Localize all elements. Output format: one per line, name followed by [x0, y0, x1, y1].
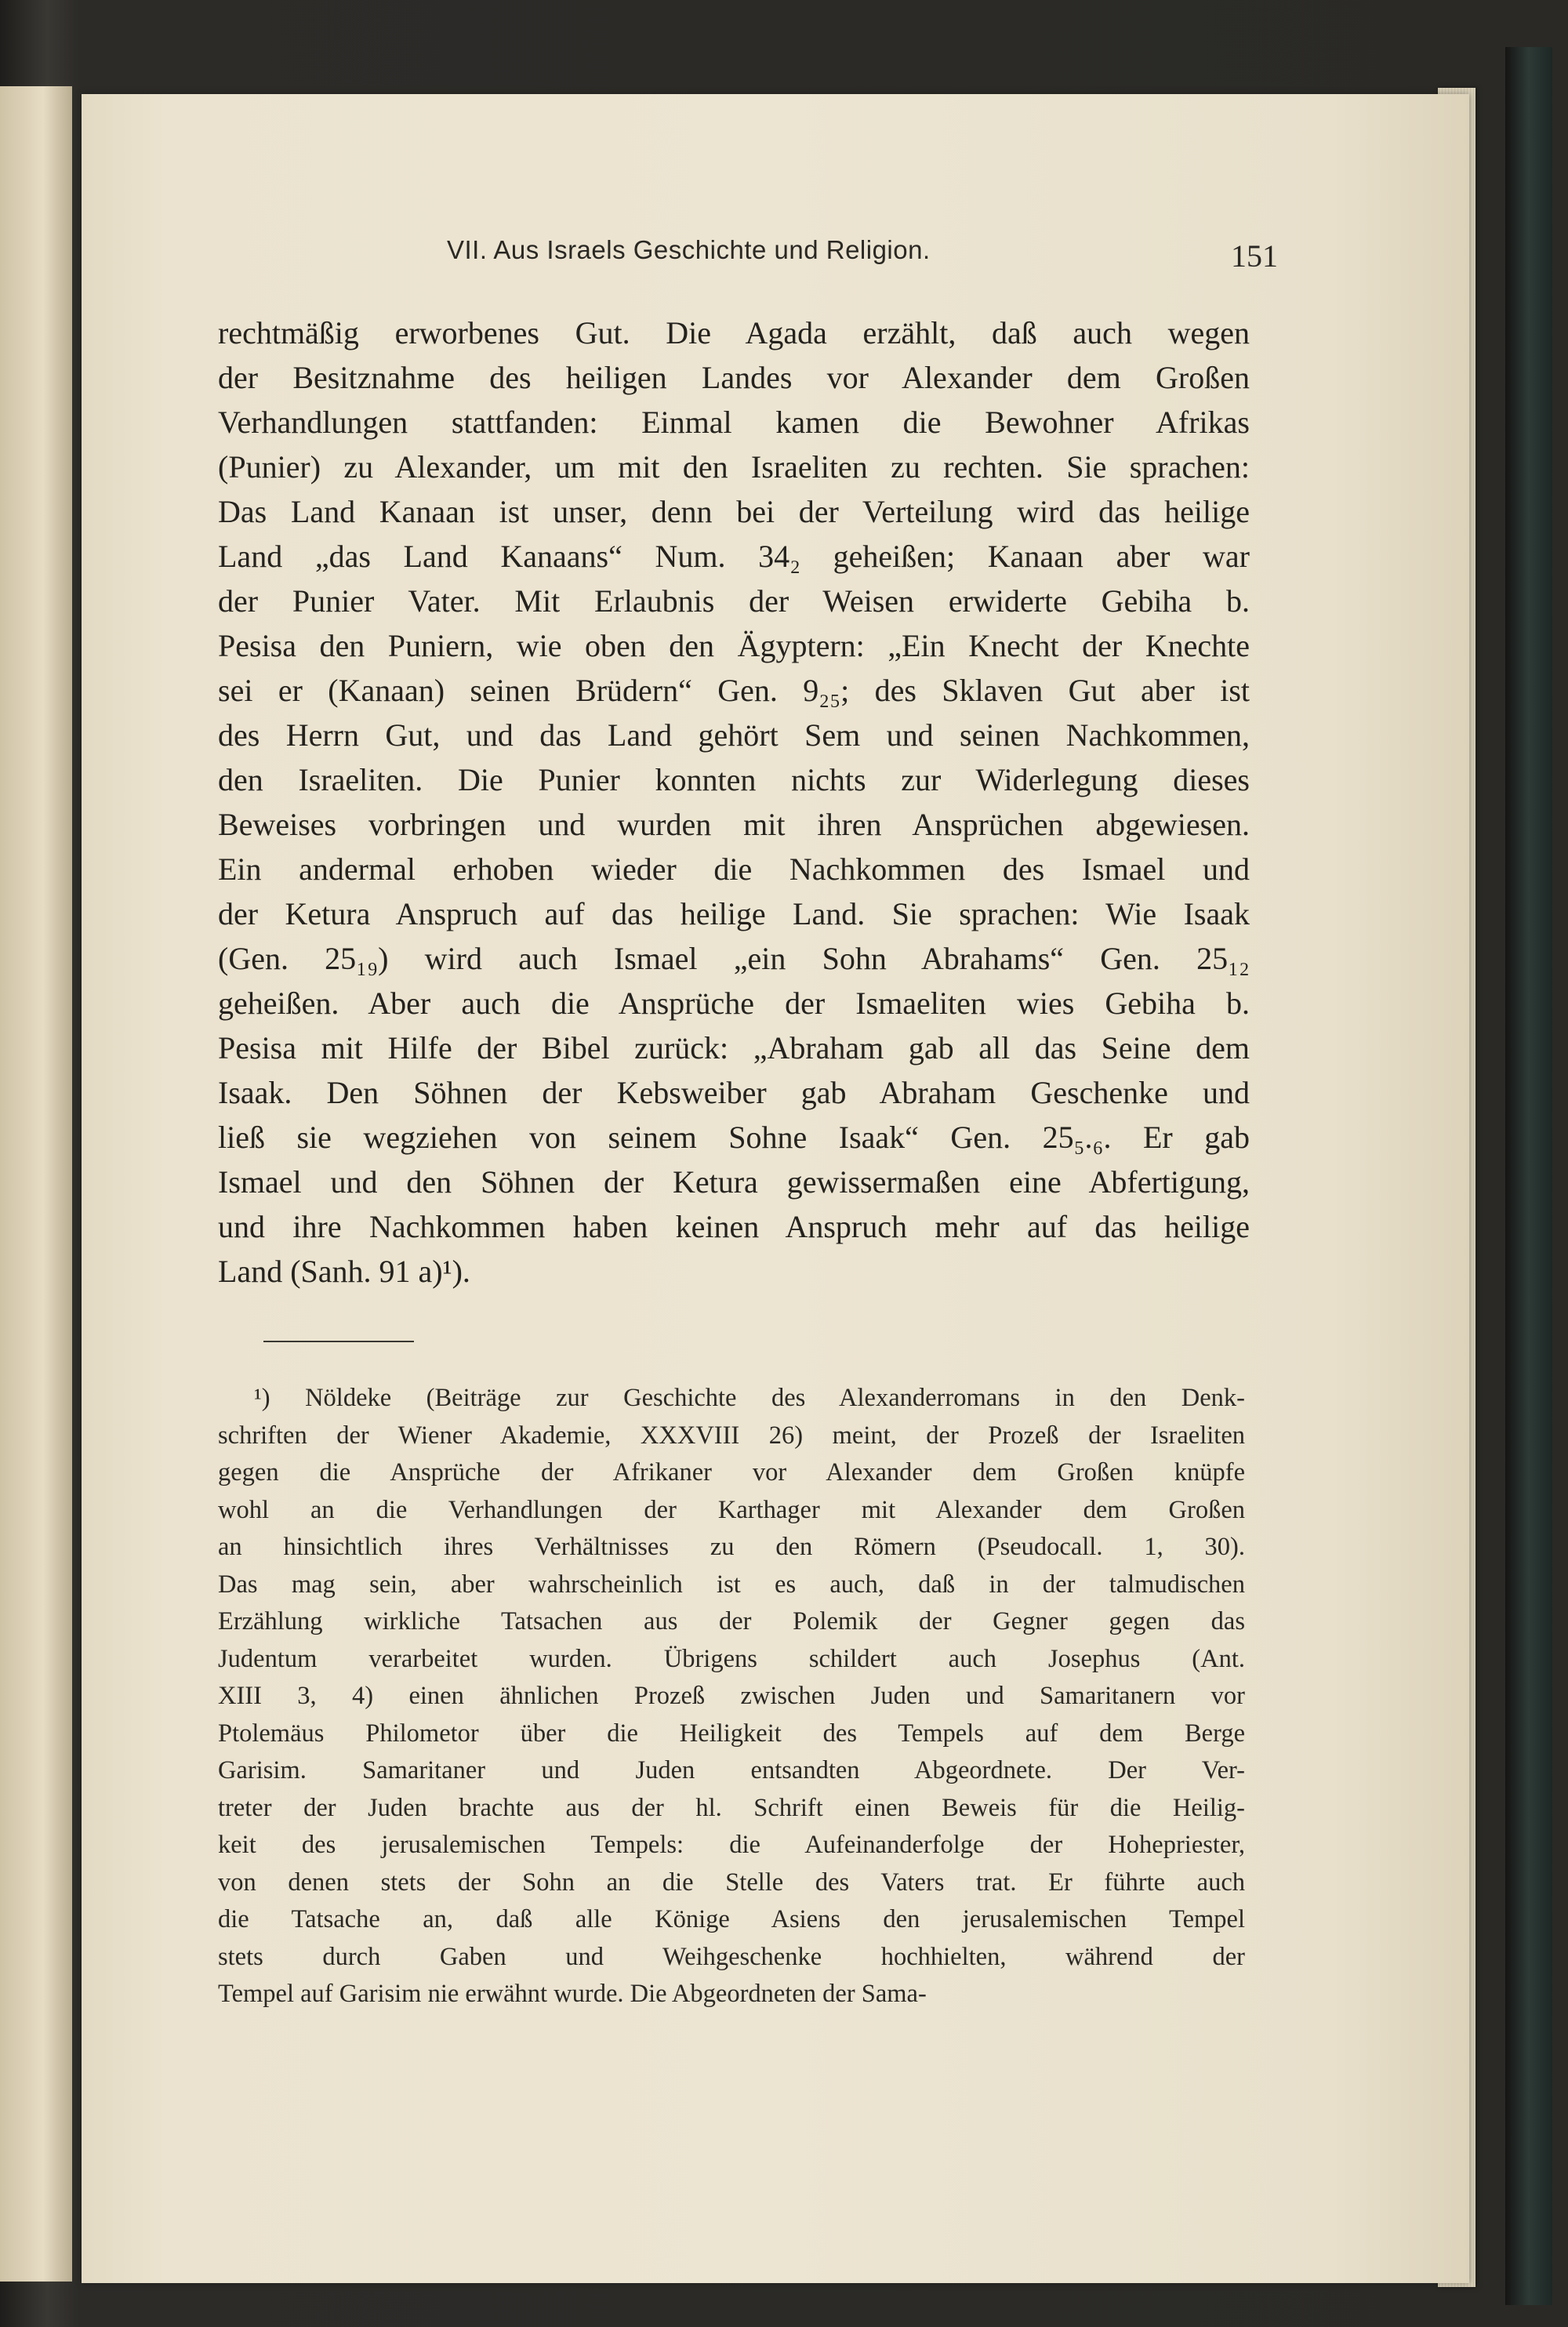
- text-line: (Punier) zu Alexander, um mit den Israeliten zu rechten. Sie sprachen:: [218, 449, 1250, 485]
- footnote-line: treter der Juden brachte aus der hl. Schrift einen Beweis für die Heilig-: [218, 1793, 1245, 1822]
- text-line: geheißen. Aber auch die Ansprüche der Ismaeliten wies Gebiha b.: [218, 986, 1250, 1021]
- running-header: VII. Aus Israels Geschichte und Religion.: [447, 235, 931, 264]
- text-line: der Punier Vater. Mit Erlaubnis der Weisen erwiderte Gebiha b.: [218, 583, 1250, 619]
- text-line: Land „das Land Kanaans“ Num. 34₂ geheißen; Kanaan aber war: [218, 539, 1250, 574]
- footnote-line: an hinsichtlich ihres Verhältnisses zu den Römern (Pseudocall. 1, 30).: [218, 1533, 1245, 1561]
- footnote-line: die Tatsache an, daß alle Könige Asiens den jerusalemischen Tempel: [218, 1905, 1245, 1933]
- footnote-line: Garisim. Samaritaner und Juden entsandten Abgeordnete. Der Ver-: [218, 1756, 1245, 1784]
- footnote-line: von denen stets der Sohn an die Stelle des Vaters trat. Er führte auch: [218, 1868, 1245, 1897]
- footnote-line: Judentum verarbeitet wurden. Übrigens schildert auch Josephus (Ant.: [218, 1644, 1245, 1673]
- footnote-line: Das mag sein, aber wahrscheinlich ist es auch, daß in der talmudischen: [218, 1570, 1245, 1599]
- footnote-line: gegen die Ansprüche der Afrikaner vor Alexander dem Großen knüpfe: [218, 1458, 1245, 1487]
- main-text: [218, 310, 1250, 1294]
- footnote-line: ¹) Nöldeke (Beiträge zur Geschichte des Alexanderromans in den Denk-: [254, 1384, 1245, 1412]
- text-line: Ein andermal erhoben wieder die Nachkommen des Ismael und: [218, 851, 1250, 887]
- text-line: Ismael und den Söhnen der Ketura gewissermaßen eine Abfertigung,: [218, 1164, 1250, 1200]
- text-line: Isaak. Den Söhnen der Kebsweiber gab Abraham Geschenke und: [218, 1075, 1250, 1110]
- text-line: und ihre Nachkommen haben keinen Anspruch mehr auf das heilige: [218, 1209, 1250, 1244]
- footnote-line: wohl an die Verhandlungen der Karthager mit Alexander dem Großen: [218, 1495, 1245, 1524]
- text-line: Beweises vorbringen und wurden mit ihren Ansprüchen abgewiesen.: [218, 807, 1250, 842]
- text-line: Land (Sanh. 91 a)¹).: [218, 1254, 470, 1289]
- footnote-line: stets durch Gaben und Weihgeschenke hochhielten, während der: [218, 1942, 1245, 1971]
- text-line: sei er (Kanaan) seinen Brüdern“ Gen. 9₂₅; des Sklaven Gut aber ist: [218, 673, 1250, 708]
- page-number: 151: [1231, 238, 1278, 274]
- text-line: der Besitznahme des heiligen Landes vor Alexander dem Großen: [218, 360, 1250, 395]
- text-line: Pesisa den Puniern, wie oben den Ägyptern: „Ein Knecht der Knechte: [218, 628, 1250, 663]
- footnote-rule: [263, 1341, 414, 1342]
- footnote-line: Tempel auf Garisim nie erwähnt wurde. Die Abgeordneten der Sama-: [218, 1980, 927, 2008]
- text-line: Pesisa mit Hilfe der Bibel zurück: „Abraham gab all das Seine dem: [218, 1030, 1250, 1065]
- footnote-line: keit des jerusalemischen Tempels: die Aufeinanderfolge der Hohepriester,: [218, 1831, 1245, 1859]
- footnote: [218, 1380, 1245, 2013]
- footnote-line: Erzählung wirkliche Tatsachen aus der Polemik der Gegner gegen das: [218, 1607, 1245, 1635]
- text-line: (Gen. 25₁₉) wird auch Ismael „ein Sohn Abrahams“ Gen. 25₁₂: [218, 941, 1250, 976]
- book-cover-edge: [1505, 47, 1552, 2305]
- text-line: ließ sie wegziehen von seinem Sohne Isaak“ Gen. 25₅.₆. Er gab: [218, 1120, 1250, 1155]
- text-line: den Israeliten. Die Punier konnten nichts zur Widerlegung dieses: [218, 762, 1250, 797]
- text-line: Verhandlungen stattfanden: Einmal kamen die Bewohner Afrikas: [218, 405, 1250, 440]
- text-line: Das Land Kanaan ist unser, denn bei der Verteilung wird das heilige: [218, 494, 1250, 529]
- footnote-line: XIII 3, 4) einen ähnlichen Prozeß zwischen Juden und Samaritanern vor: [218, 1682, 1245, 1710]
- facing-page-edge: [0, 86, 72, 2282]
- text-line: rechtmäßig erworbenes Gut. Die Agada erzählt, daß auch wegen: [218, 315, 1250, 350]
- footnote-line: Ptolemäus Philometor über die Heiligkeit des Tempels auf dem Berge: [218, 1719, 1245, 1748]
- text-line: des Herrn Gut, und das Land gehört Sem und seinen Nachkommen,: [218, 717, 1250, 753]
- footnote-line: schriften der Wiener Akademie, XXXVIII 26) meint, der Prozeß der Israeliten: [218, 1421, 1245, 1450]
- text-line: der Ketura Anspruch auf das heilige Land. Sie sprachen: Wie Isaak: [218, 896, 1250, 931]
